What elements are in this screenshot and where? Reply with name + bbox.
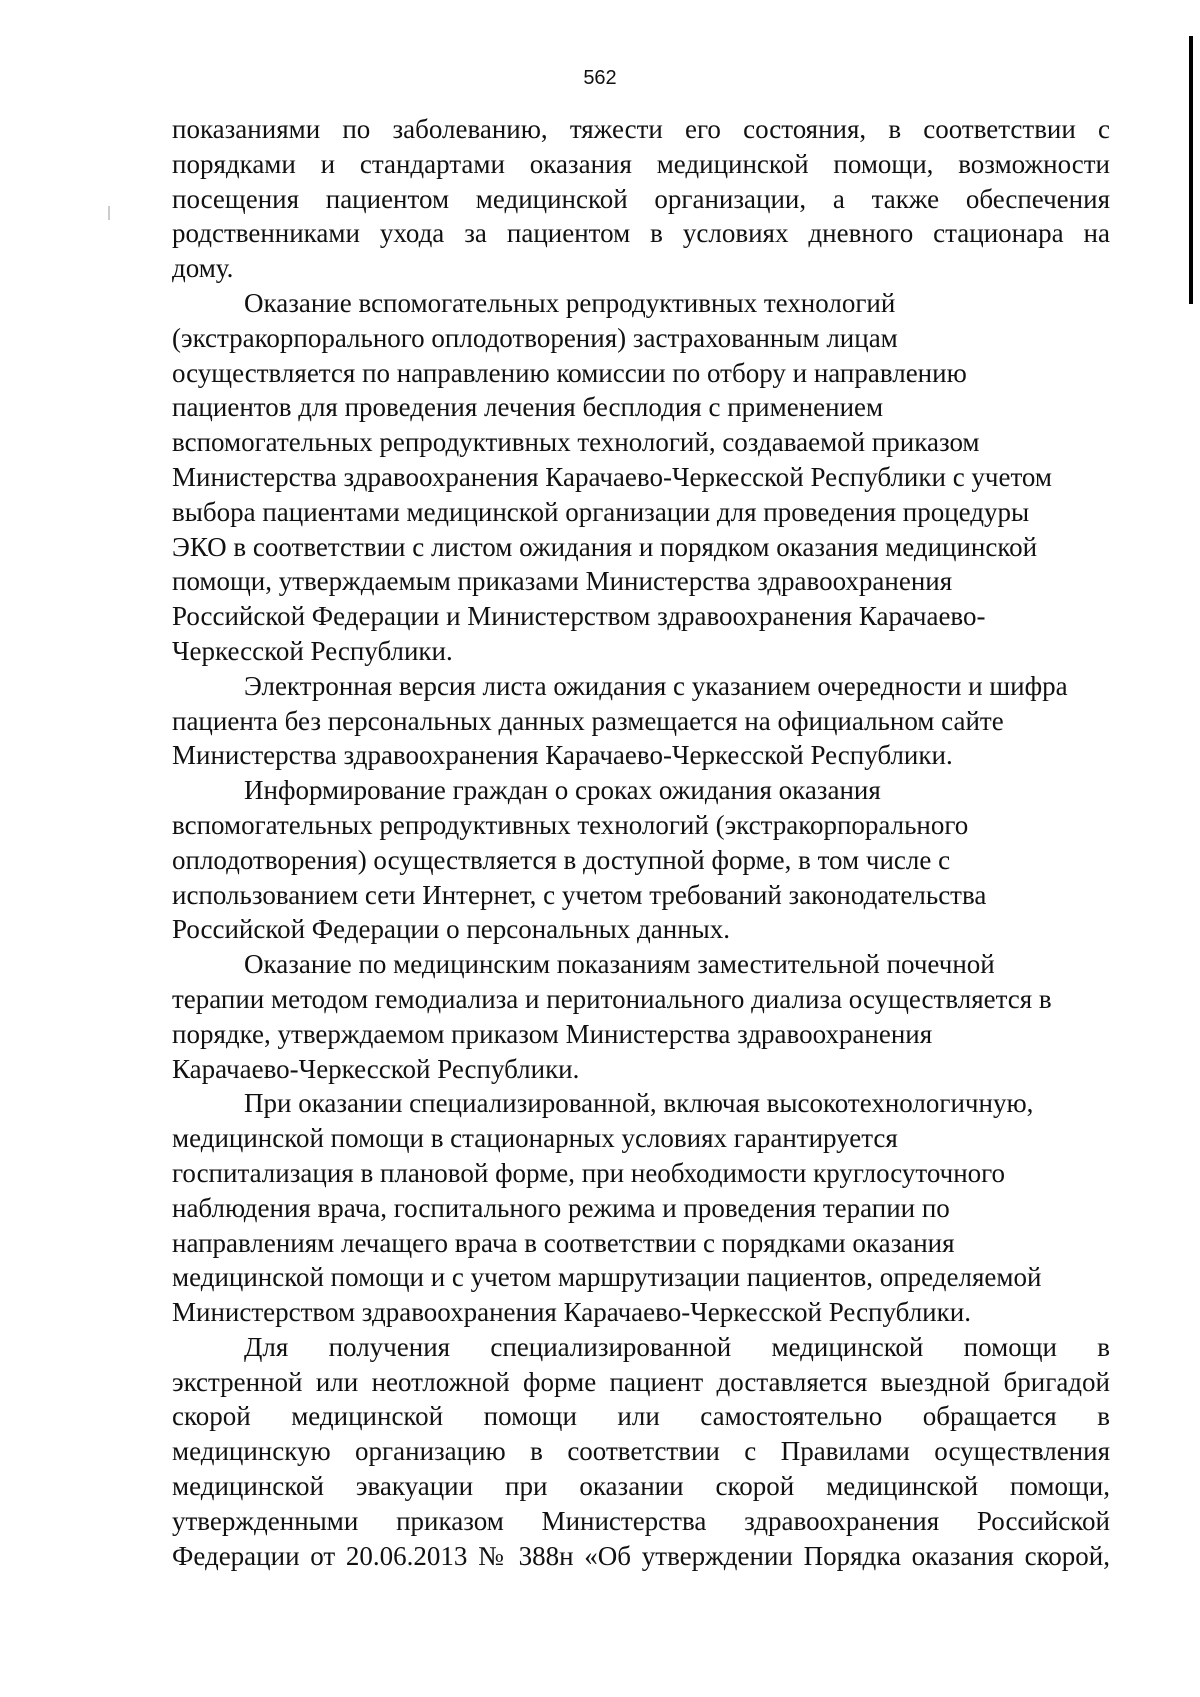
scan-speck — [108, 206, 110, 220]
page-number: 562 — [583, 67, 617, 89]
paragraph: Оказание вспомогательных репродуктивных технологий (экстракорпорального оплодотворения) застрахованным лицам осуществляется по направлению комиссии по отбору и направлению пациентов для проведения лечения бесплодия с применением вспомогательных репродуктивных технологий, создаваемой приказом Министерства здравоохранения Карачаево-Черкесской Республики с учетом выбора пациентами медицинской организации для проведения процедуры ЭКО в соответствии с листом ожидания и порядком оказания медицинской помощи, утверждаемым приказами Министерства здравоохранения Российской Федерации и Министерством здравоохранения Карачаево- Черкесской Республики. — [172, 287, 1053, 666]
paragraph: Оказание по медицинским показаниям заместительной почечной терапии методом гемодиализа и перитониального диализа осуществляется в порядке, утверждаемом приказом Министерства здравоохранения Карачаево-Черкесской Республики. — [172, 949, 1052, 1084]
paragraph: Электронная версия листа ожидания с указанием очередности и шифра пациента без персональных данных размещается на официальном сайте Министерства здравоохранения Карачаево-Черкесской Республики. — [172, 670, 1068, 771]
paragraph: При оказании специализированной, включая высокотехнологичную, медицинской помощи в стационарных условиях гарантируется госпитализация в плановой форме, при необходимости круглосуточного наблюдения врача, госпитального режима и проведения терапии по направлениям лечащего врача в соответствии с порядками оказания медицинской помощи и с учетом маршрутизации пациентов, определяемой Министерством здравоохранения Карачаево-Черкесской Республики. — [172, 1088, 1042, 1328]
document-body — [172, 112, 1110, 1573]
scan-edge-mark — [1189, 36, 1193, 304]
paragraph: показаниями по заболеванию, тяжести его состояния, в соответствии с порядками и стандартами оказания медицинской помощи, возможности посещения пациентом медицинской организации, а также обеспечения родственниками ухода за пациентом в условиях дневного стационара на дому. — [172, 114, 1110, 284]
paragraph: Информирование граждан о сроках ожидания оказания вспомогательных репродуктивных технологий (экстракорпорального оплодотворения) осуществляется в доступной форме, в том числе с использованием сети Интернет, с учетом требований законодательства Российской Федерации о персональных данных. — [172, 775, 987, 945]
paragraph: Для получения специализированной медицинской помощи в экстренной или неотложной форме пациент доставляется выездной бригадой скорой медицинской помощи или самостоятельно обращается в медицинскую организацию в соответствии с Правилами осуществления медицинской эвакуации при оказании скорой медицинской помощи, утвержденными приказом Министерства здравоохранения Российской Федерации от 20.06.2013 № 388н «Об утверждении Порядка оказания скорой, — [172, 1331, 1110, 1571]
